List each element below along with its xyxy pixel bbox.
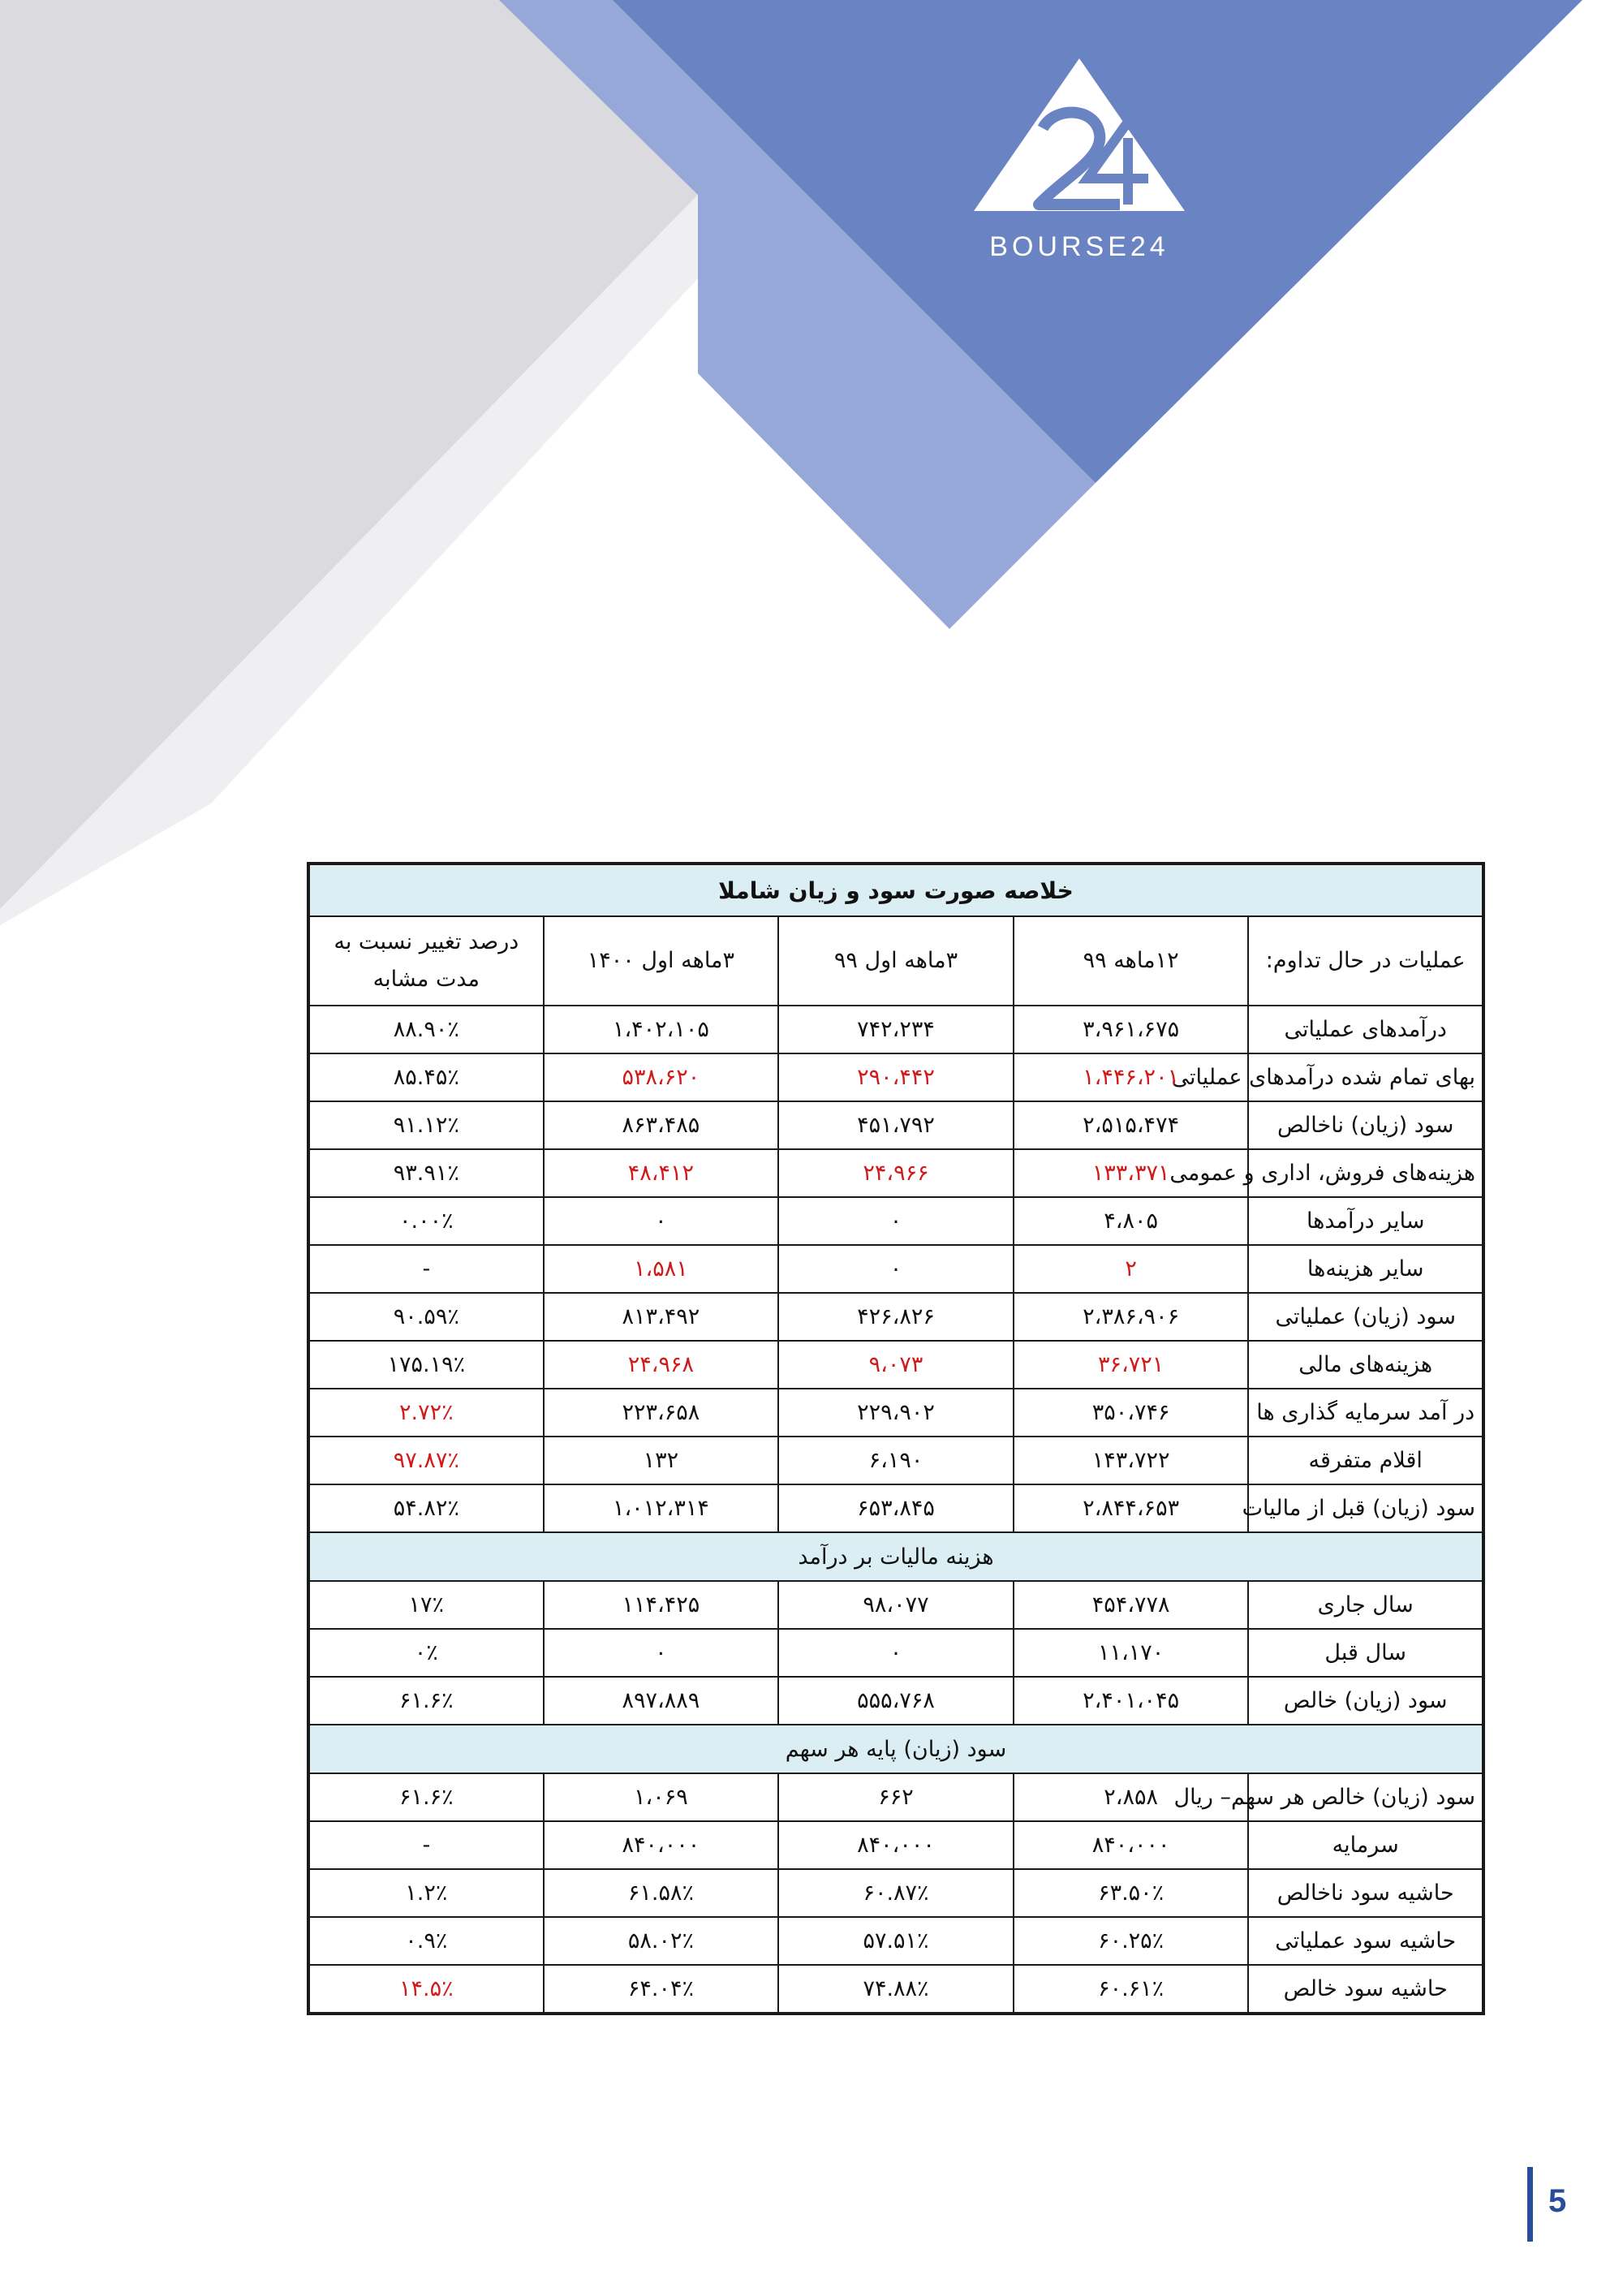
cell-3-month-1400: ۲۴،۹۶۸ xyxy=(544,1341,779,1389)
cell-3-month-99: ۰ xyxy=(778,1245,1014,1293)
table-row xyxy=(308,1437,1483,1484)
cell-percent-change: ۹۱.۱۲٪ xyxy=(308,1101,544,1149)
cell-3-month-99: ۶۶۲ xyxy=(778,1773,1014,1821)
cell-3-month-99: ۲۹۰،۴۴۲ xyxy=(778,1053,1014,1101)
cell-3-month-1400: ۲۲۳،۶۵۸ xyxy=(544,1389,779,1437)
cell-12-month-99: ۲ xyxy=(1014,1245,1249,1293)
row-label: هزینه‌های مالی xyxy=(1248,1341,1483,1389)
cell-percent-change: ۶۱.۶٪ xyxy=(308,1677,544,1725)
cell-3-month-99: ۶۵۳،۸۴۵ xyxy=(778,1484,1014,1532)
row-label: حاشیه سود عملیاتی xyxy=(1248,1917,1483,1965)
row-label: سایر هزینه‌ها xyxy=(1248,1245,1483,1293)
cell-percent-change: ۱۷٪ xyxy=(308,1581,544,1629)
cell-percent-change: ۹۳.۹۱٪ xyxy=(308,1149,544,1197)
logo-text: BOURSE24 xyxy=(989,231,1169,262)
page-number-bar xyxy=(1527,2167,1533,2242)
cell-3-month-1400: ۵۸.۰۲٪ xyxy=(544,1917,779,1965)
table-title-row xyxy=(308,864,1483,916)
cell-3-month-1400: ۶۴.۰۴٪ xyxy=(544,1965,779,2014)
cell-3-month-1400: ۸۱۳،۴۹۲ xyxy=(544,1293,779,1341)
cell-3-month-1400: ۸۶۳،۴۸۵ xyxy=(544,1101,779,1149)
table-header-row xyxy=(308,916,1483,1006)
cell-3-month-99: ۸۴۰،۰۰۰ xyxy=(778,1821,1014,1869)
cell-12-month-99: ۲،۴۰۱،۰۴۵ xyxy=(1014,1677,1249,1725)
cell-3-month-99: ۴۵۱،۷۹۲ xyxy=(778,1101,1014,1149)
cell-12-month-99: ۱۴۳،۷۲۲ xyxy=(1014,1437,1249,1484)
cell-12-month-99: ۲،۵۱۵،۴۷۴ xyxy=(1014,1101,1249,1149)
cell-percent-change: ۸۸.۹۰٪ xyxy=(308,1006,544,1053)
cell-percent-change: ۱۴.۵٪ xyxy=(308,1965,544,2014)
cell-3-month-99: ۵۷.۵۱٪ xyxy=(778,1917,1014,1965)
cell-percent-change: ۸۵.۴۵٪ xyxy=(308,1053,544,1101)
row-label: بهای تمام شده درآمدهای عملیاتی xyxy=(1248,1053,1483,1101)
row-label: سود (زیان) ناخالص xyxy=(1248,1101,1483,1149)
header-decoration xyxy=(0,0,1623,974)
cell-3-month-99: ۷۴۲،۲۳۴ xyxy=(778,1006,1014,1053)
header-12-month-99: ۱۲ماهه ۹۹ xyxy=(1014,916,1249,1006)
table-row xyxy=(308,1293,1483,1341)
cell-3-month-99: ۵۵۵،۷۶۸ xyxy=(778,1677,1014,1725)
table-row xyxy=(308,1053,1483,1101)
tax-section-title: هزینه مالیات بر درآمد xyxy=(308,1532,1483,1581)
cell-12-month-99: ۲،۸۴۴،۶۵۳ xyxy=(1014,1484,1249,1532)
table-row xyxy=(308,1821,1483,1869)
cell-3-month-99: ۹۸،۰۷۷ xyxy=(778,1581,1014,1629)
row-label: در آمد سرمایه گذاری ها xyxy=(1248,1389,1483,1437)
cell-3-month-1400: ۱،۴۰۲،۱۰۵ xyxy=(544,1006,779,1053)
row-label: اقلام متفرقه xyxy=(1248,1437,1483,1484)
cell-3-month-99: ۲۴،۹۶۶ xyxy=(778,1149,1014,1197)
cell-3-month-1400: ۱،۰۶۹ xyxy=(544,1773,779,1821)
cell-12-month-99: ۸۴۰،۰۰۰ xyxy=(1014,1821,1249,1869)
cell-12-month-99: ۱،۴۴۶،۲۰۱ xyxy=(1014,1053,1249,1101)
cell-3-month-1400: ۵۳۸،۶۲۰ xyxy=(544,1053,779,1101)
cell-12-month-99: ۲،۸۵۸ xyxy=(1014,1773,1249,1821)
row-label: سرمایه xyxy=(1248,1821,1483,1869)
eps-section-title: سود (زیان) پایه هر سهم xyxy=(308,1725,1483,1773)
cell-12-month-99: ۱۳۳،۳۷۱ xyxy=(1014,1149,1249,1197)
row-label: سود (زیان) قبل از مالیات xyxy=(1248,1484,1483,1532)
cell-percent-change: - xyxy=(308,1821,544,1869)
cell-12-month-99: ۶۰.۶۱٪ xyxy=(1014,1965,1249,2014)
table-row xyxy=(308,1917,1483,1965)
cell-12-month-99: ۳،۹۶۱،۶۷۵ xyxy=(1014,1006,1249,1053)
cell-3-month-99: ۰ xyxy=(778,1629,1014,1677)
cell-3-month-1400: ۸۹۷،۸۸۹ xyxy=(544,1677,779,1725)
cell-percent-change: ۱.۲٪ xyxy=(308,1869,544,1917)
cell-3-month-99: ۲۲۹،۹۰۲ xyxy=(778,1389,1014,1437)
cell-12-month-99: ۳۶،۷۲۱ xyxy=(1014,1341,1249,1389)
header-3-month-99: ۳ماهه اول ۹۹ xyxy=(778,916,1014,1006)
table-row xyxy=(308,1245,1483,1293)
row-label: درآمدهای عملیاتی xyxy=(1248,1006,1483,1053)
cell-3-month-1400: ۱،۵۸۱ xyxy=(544,1245,779,1293)
cell-percent-change: ۹۰.۵۹٪ xyxy=(308,1293,544,1341)
header-percent-change: درصد تغییر نسبت به مدت مشابه xyxy=(308,916,544,1006)
cell-percent-change: ۹۷.۸۷٪ xyxy=(308,1437,544,1484)
income-statement-summary-table xyxy=(307,862,1485,2015)
cell-3-month-1400: ۰ xyxy=(544,1197,779,1245)
cell-3-month-99: ۴۲۶،۸۲۶ xyxy=(778,1293,1014,1341)
row-label: سایر درآمدها xyxy=(1248,1197,1483,1245)
cell-3-month-1400: ۸۴۰،۰۰۰ xyxy=(544,1821,779,1869)
cell-12-month-99: ۶۰.۲۵٪ xyxy=(1014,1917,1249,1965)
cell-3-month-1400: ۱،۰۱۲،۳۱۴ xyxy=(544,1484,779,1532)
cell-percent-change: ۶۱.۶٪ xyxy=(308,1773,544,1821)
row-label: سال جاری xyxy=(1248,1581,1483,1629)
cell-3-month-99: ۹،۰۷۳ xyxy=(778,1341,1014,1389)
table-title: خلاصه صورت سود و زیان شاملا xyxy=(308,864,1483,916)
table-row xyxy=(308,1197,1483,1245)
cell-percent-change: ۲.۷۲٪ xyxy=(308,1389,544,1437)
cell-12-month-99: ۱۱،۱۷۰ xyxy=(1014,1629,1249,1677)
gray-triangle-shape xyxy=(0,0,698,909)
header-3-month-1400: ۳ماهه اول ۱۴۰۰ xyxy=(544,916,779,1006)
cell-percent-change: ۱۷۵.۱۹٪ xyxy=(308,1341,544,1389)
bourse24-logo xyxy=(966,57,1193,268)
cell-3-month-99: ۷۴.۸۸٪ xyxy=(778,1965,1014,2014)
row-label: سال قبل xyxy=(1248,1629,1483,1677)
row-label: سود (زیان) خالص هر سهم– ریال xyxy=(1248,1773,1483,1821)
tax-section-title-row xyxy=(308,1532,1483,1581)
cell-12-month-99: ۳۵۰،۷۴۶ xyxy=(1014,1389,1249,1437)
table-row xyxy=(308,1006,1483,1053)
cell-3-month-1400: ۴۸،۴۱۲ xyxy=(544,1149,779,1197)
cell-3-month-99: ۶۰.۸۷٪ xyxy=(778,1869,1014,1917)
table-row xyxy=(308,1869,1483,1917)
row-label: هزینه‌های فروش، اداری و عمومی xyxy=(1248,1149,1483,1197)
cell-3-month-1400: ۶۱.۵۸٪ xyxy=(544,1869,779,1917)
cell-3-month-1400: ۱۱۴،۴۲۵ xyxy=(544,1581,779,1629)
table-row xyxy=(308,1341,1483,1389)
table-row xyxy=(308,1773,1483,1821)
table-row xyxy=(308,1581,1483,1629)
cell-percent-change: ۵۴.۸۲٪ xyxy=(308,1484,544,1532)
table-row xyxy=(308,1484,1483,1532)
row-label: سود (زیان) عملیاتی xyxy=(1248,1293,1483,1341)
row-label: حاشیه سود خالص xyxy=(1248,1965,1483,2014)
cell-12-month-99: ۶۳.۵۰٪ xyxy=(1014,1869,1249,1917)
header-label: عملیات در حال تداوم: xyxy=(1248,916,1483,1006)
cell-3-month-99: ۰ xyxy=(778,1197,1014,1245)
table-row xyxy=(308,1101,1483,1149)
cell-12-month-99: ۲،۳۸۶،۹۰۶ xyxy=(1014,1293,1249,1341)
cell-percent-change: - xyxy=(308,1245,544,1293)
row-label: سود (زیان) خالص xyxy=(1248,1677,1483,1725)
logo-triangle-shape xyxy=(974,58,1185,211)
eps-section-title-row xyxy=(308,1725,1483,1773)
table-row xyxy=(308,1965,1483,2014)
cell-3-month-99: ۶،۱۹۰ xyxy=(778,1437,1014,1484)
cell-percent-change: ۰.۰۰٪ xyxy=(308,1197,544,1245)
table-row xyxy=(308,1389,1483,1437)
cell-12-month-99: ۴۵۴،۷۷۸ xyxy=(1014,1581,1249,1629)
cell-3-month-1400: ۱۳۲ xyxy=(544,1437,779,1484)
table-row xyxy=(308,1677,1483,1725)
table-row xyxy=(308,1149,1483,1197)
cell-12-month-99: ۴،۸۰۵ xyxy=(1014,1197,1249,1245)
cell-percent-change: ۰٪ xyxy=(308,1629,544,1677)
table-row xyxy=(308,1629,1483,1677)
cell-percent-change: ۰.۹٪ xyxy=(308,1917,544,1965)
page-number: 5 xyxy=(1548,2183,1567,2219)
row-label: حاشیه سود ناخالص xyxy=(1248,1869,1483,1917)
cell-3-month-1400: ۰ xyxy=(544,1629,779,1677)
